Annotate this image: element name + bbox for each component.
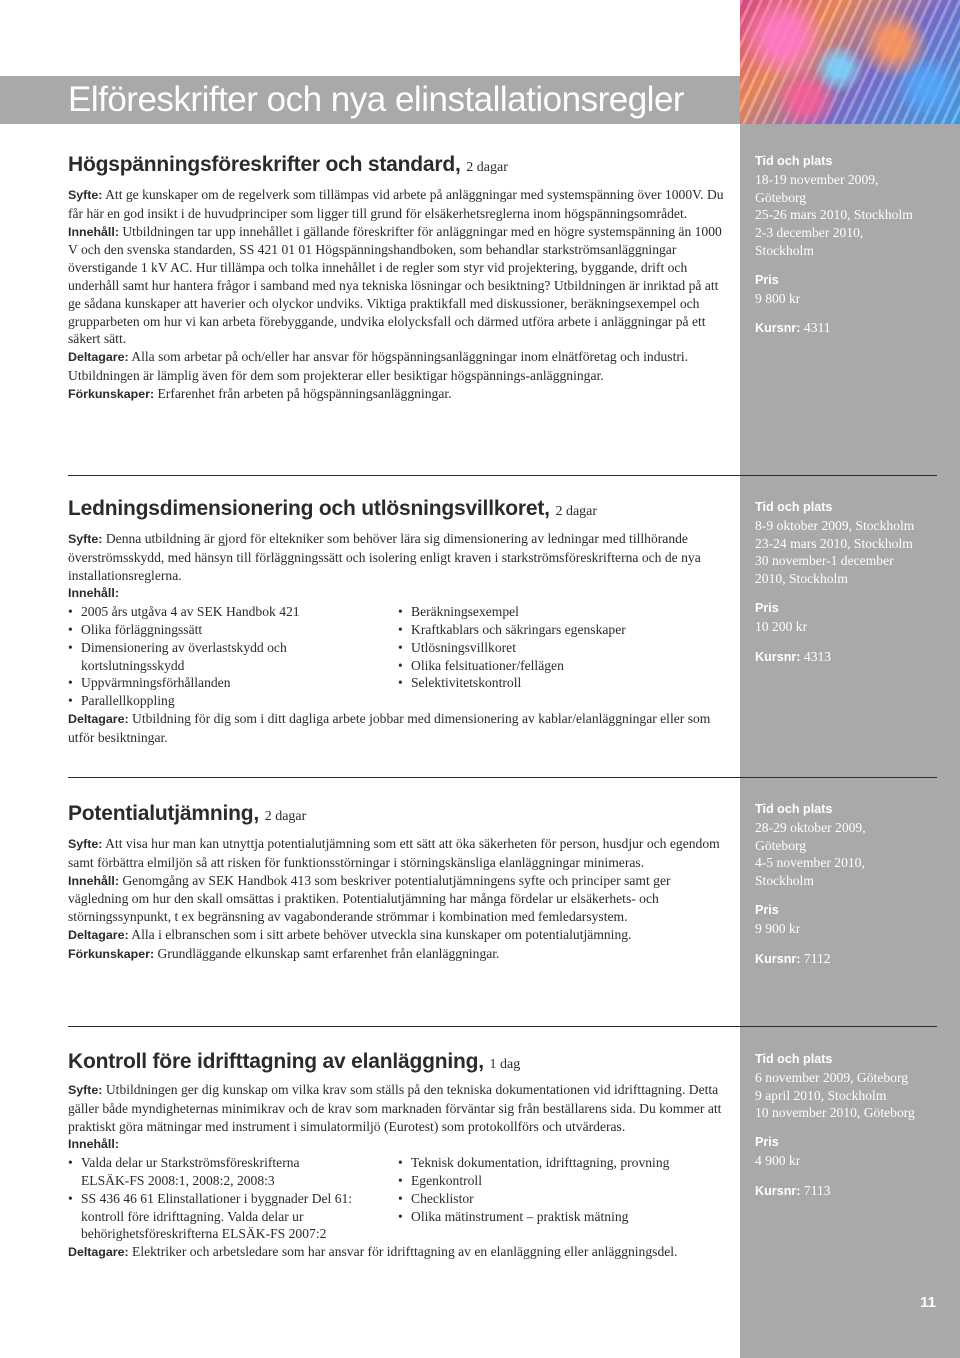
date-line: Göteborg bbox=[755, 837, 807, 853]
list-item: • Olika felsituationer/fellägen bbox=[398, 657, 728, 675]
deltagare-text: Elektriker och arbetsledare som har ansvar för idrifttagning av en elanläggning eller anläggningsdel. bbox=[132, 1244, 678, 1260]
innehall-paragraph bbox=[68, 872, 728, 926]
kursnr-value: 4311 bbox=[803, 320, 831, 336]
deltagare-paragraph bbox=[68, 926, 728, 945]
pris-label: Pris bbox=[755, 272, 779, 287]
syfte-paragraph bbox=[68, 1081, 728, 1135]
course-body-ledningsdimensionering bbox=[68, 530, 728, 747]
kursnr-value: 7112 bbox=[803, 950, 831, 966]
kursnr-line bbox=[755, 319, 935, 338]
syfte-text: Att ge kunskaper om de regelverk som tillämpas vid arbete på anläggningar med systemspänning över 1000V. Du får här en god insikt i de huvudprinciper som ligger till grund för elsäkerhetsreglerna inom högspänningsområdet. bbox=[68, 187, 724, 221]
innehall-columns bbox=[68, 603, 728, 710]
forkunskaper-text: Erfarenhet från arbeten på högspänningsanläggningar. bbox=[157, 385, 452, 401]
list-item: • Beräkningsexempel bbox=[398, 603, 728, 621]
deltagare-text: Alla som arbetar på och/eller har ansvar för högspänningsanläggningar inom elnätföretag och industri. Utbildningen är lämplig även för dem som projekterar eller besiktigar högspännings-anläggningar. bbox=[68, 349, 689, 383]
date-line: 9 april 2010, Stockholm bbox=[755, 1087, 887, 1103]
syfte-label: Syfte: bbox=[68, 532, 103, 546]
list-item: • Selektivitetskontroll bbox=[398, 674, 728, 692]
date-line: 10 november 2010, Göteborg bbox=[755, 1105, 915, 1121]
tid-och-plats-label: Tid och plats bbox=[755, 154, 833, 168]
innehall-list-left bbox=[68, 603, 398, 710]
list-item: • Parallellkoppling bbox=[68, 692, 398, 710]
forkunskaper-text: Grundläggande elkunskap samt erfarenhet från elanläggningar. bbox=[157, 945, 500, 961]
deltagare-text: Utbildning för dig som i ditt dagliga arbete jobbar med dimensionering av kablar/elanläggningar eller som utför besiktningar. bbox=[68, 710, 711, 745]
course-body-hogspanning bbox=[68, 186, 728, 404]
page-title: Elföreskrifter och nya elinstallationsregler bbox=[68, 80, 685, 119]
course-info-kontroll bbox=[755, 1051, 935, 1201]
course-body-kontroll bbox=[68, 1081, 728, 1262]
syfte-paragraph bbox=[68, 186, 728, 223]
syfte-label: Syfte: bbox=[68, 188, 103, 202]
course-title-text: Ledningsdimensionering och utlösningsvillkoret, bbox=[68, 497, 550, 520]
forkunskaper-label: Förkunskaper: bbox=[68, 946, 155, 961]
tid-och-plats-label: Tid och plats bbox=[755, 500, 833, 514]
kursnr-label: Kursnr: bbox=[755, 1183, 801, 1198]
kursnr-label: Kursnr: bbox=[755, 321, 801, 336]
kursnr-label: Kursnr: bbox=[755, 951, 801, 966]
syfte-paragraph bbox=[68, 530, 728, 584]
deltagare-text: Alla i elbranschen som i sitt arbete behöver utveckla sina kunskaper om potentialutjämning. bbox=[131, 926, 632, 942]
course-duration: 2 dagar bbox=[264, 809, 307, 824]
course-title-ledningsdimensionering bbox=[68, 496, 597, 525]
tid-och-plats-label: Tid och plats bbox=[755, 802, 833, 816]
course-duration: 2 dagar bbox=[466, 160, 508, 175]
date-line: 25-26 mars 2010, Stockholm bbox=[755, 207, 913, 223]
list-item: • SS 436 46 61 Elinstallationer i byggnader Del 61: kontroll före idrifttagning. Valda delar ur behörighetsföreskrifterna ELSÄK-FS 2007:2 bbox=[68, 1190, 381, 1243]
innehall-heading bbox=[68, 1135, 728, 1154]
innehall-list-right bbox=[398, 603, 728, 710]
innehall-text: Genomgång av SEK Handbok 413 som beskriver potentialutjämningens syfte och principer samt ger vägledning om hur den skall omsättas i praktiken. Potentialutjämning har många fördelar ur elsäkerhets- och störningssynpunkt, t ex begränsning av vagabonderande strömmar i kombination med femledarsystem. bbox=[68, 872, 671, 925]
list-item: • Dimensionering av överlastskydd och kortslutningsskydd bbox=[68, 639, 331, 675]
date-line: Stockholm bbox=[755, 873, 814, 889]
tid-och-plats-label: Tid och plats bbox=[755, 1052, 833, 1066]
deltagare-label: Deltagare: bbox=[68, 711, 129, 726]
date-line: 6 november 2009, Göteborg bbox=[755, 1069, 909, 1085]
innehall-label: Innehåll: bbox=[68, 873, 119, 888]
date-line: Göteborg bbox=[755, 189, 807, 205]
date-line: 30 november-1 december bbox=[755, 553, 894, 569]
kursnr-line bbox=[755, 1182, 935, 1201]
forkunskaper-paragraph bbox=[68, 945, 728, 964]
course-title-hogspanning bbox=[68, 152, 508, 181]
course-title-text: Kontroll före idrifttagning av elanläggning, bbox=[68, 1050, 484, 1073]
forkunskaper-paragraph bbox=[68, 385, 728, 404]
course-title-text: Högspänningsföreskrifter och standard, bbox=[68, 153, 461, 176]
innehall-label: Innehåll: bbox=[68, 1137, 119, 1152]
date-line: 2010, Stockholm bbox=[755, 571, 848, 587]
innehall-label: Innehåll: bbox=[68, 224, 119, 239]
price-value: 4 900 kr bbox=[755, 1152, 801, 1168]
price-value: 10 200 kr bbox=[755, 618, 808, 634]
list-item: • Valda delar ur Starkströmsföreskrifterna ELSÄK-FS 2008:1, 2008:2, 2008:3 bbox=[68, 1154, 351, 1190]
innehall-heading bbox=[68, 584, 728, 603]
deltagare-label: Deltagare: bbox=[68, 1245, 129, 1260]
section-divider bbox=[68, 1026, 937, 1027]
list-item: • Checklistor bbox=[398, 1190, 728, 1208]
course-info-ledningsdimensionering bbox=[755, 499, 935, 666]
date-line: 2-3 december 2010, bbox=[755, 225, 864, 241]
list-item: • Olika mätinstrument – praktisk mätning bbox=[398, 1208, 728, 1226]
kursnr-value: 7113 bbox=[803, 1182, 831, 1198]
list-item: • Kraftkablars och säkringars egenskaper bbox=[398, 621, 728, 639]
date-line: 4-5 november 2010, bbox=[755, 855, 865, 871]
kursnr-line bbox=[755, 950, 935, 969]
fiber-optic-photo bbox=[740, 0, 960, 124]
section-divider bbox=[68, 777, 937, 778]
syfte-paragraph bbox=[68, 835, 728, 872]
deltagare-paragraph bbox=[68, 1243, 728, 1262]
pris-label: Pris bbox=[755, 600, 779, 615]
date-line: Stockholm bbox=[755, 242, 814, 258]
deltagare-paragraph bbox=[68, 710, 728, 747]
innehall-list-right bbox=[398, 1154, 728, 1243]
course-duration: 1 dag bbox=[489, 1057, 521, 1072]
list-item: • Olika förläggningssätt bbox=[68, 621, 398, 639]
date-line: 8-9 oktober 2009, Stockholm bbox=[755, 517, 915, 533]
innehall-text: Utbildningen tar upp innehållet i gällande föreskrifter för anläggningar med en högre systemspänning än 1000 V och den svenska standarden, SS 421 01 01 Högspänningshandboken, som behandlar starkströmsanläggningar överstigande 1 kV AC. Hur tillämpa och tolka innehållet i de regler som styr vid projektering, byggande, drift och underhåll samt hur hantera frågor i samband med nya tekniska lösningar och besiktning? Utbildningen är inriktad på att ge sådana kunskaper att haverier och olyckor undviks. Viktiga praktikfall med diskussioner, beräkningsexempel och grupparbeten om hur vi kan arbeta förebyggande, undvika elolycksfall och därmed utföra arbete i anläggningar på ett säkert sätt. bbox=[68, 223, 722, 347]
kursnr-line bbox=[755, 648, 935, 667]
list-item: • Utlösningsvillkoret bbox=[398, 639, 728, 657]
list-item: • Uppvärmningsförhållanden bbox=[68, 674, 398, 692]
kursnr-value: 4313 bbox=[803, 648, 832, 664]
date-line: 23-24 mars 2010, Stockholm bbox=[755, 535, 913, 551]
course-info-potentialutjamning bbox=[755, 801, 935, 968]
section-divider bbox=[68, 475, 937, 476]
course-title-kontroll bbox=[68, 1049, 520, 1078]
course-body-potentialutjamning bbox=[68, 835, 728, 964]
innehall-list-left bbox=[68, 1154, 398, 1243]
syfte-text: Att visa hur man kan utnyttja potentialutjämning som ett sätt att öka säkerheten för person, husdjur och egendom samt förbättra elmiljön så att risken för funktionsstörningar i störningskänsliga elanläggningar minimeras. bbox=[68, 836, 720, 870]
kursnr-label: Kursnr: bbox=[755, 649, 801, 664]
page-number: 11 bbox=[920, 1294, 936, 1311]
deltagare-label: Deltagare: bbox=[68, 927, 129, 942]
deltagare-paragraph bbox=[68, 348, 728, 385]
course-info-hogspanning bbox=[755, 153, 935, 338]
syfte-text: Utbildningen ger dig kunskap om vilka krav som ställs på den tekniska dokumentationen vid idrifttagning. Detta gäller både myndigheternas minimikrav och de krav som marknaden förväntar sig från beställarens sida. Du kommer att praktiskt göra mätningar med instrument i simulatormiljö (Eurotest) som protokollförs och utvärderas. bbox=[68, 1082, 722, 1134]
pris-label: Pris bbox=[755, 1135, 779, 1150]
innehall-paragraph bbox=[68, 223, 728, 349]
list-item: • 2005 års utgåva 4 av SEK Handbok 421 bbox=[68, 603, 398, 621]
innehall-columns bbox=[68, 1154, 728, 1243]
innehall-label: Innehåll: bbox=[68, 586, 119, 601]
course-duration: 2 dagar bbox=[555, 504, 598, 519]
syfte-text: Denna utbildning är gjord för eltekniker som behöver lära sig dimensionering av ledningar med tillhörande överströmsskydd, med hänsyn till förläggningssätt och isolering enligt kraven i starkströmsföreskrifterna och de nya installationsreglerna. bbox=[68, 531, 701, 583]
course-title-potentialutjamning bbox=[68, 801, 306, 830]
forkunskaper-label: Förkunskaper: bbox=[68, 386, 155, 401]
list-item: • Teknisk dokumentation, idrifttagning, provning bbox=[398, 1154, 728, 1172]
syfte-label: Syfte: bbox=[68, 837, 103, 851]
price-value: 9 800 kr bbox=[755, 290, 801, 306]
list-item: • Egenkontroll bbox=[398, 1172, 728, 1190]
date-line: 18-19 november 2009, bbox=[755, 171, 879, 187]
price-value: 9 900 kr bbox=[755, 920, 801, 936]
date-line: 28-29 oktober 2009, bbox=[755, 819, 866, 835]
course-title-text: Potentialutjämning, bbox=[68, 802, 260, 825]
syfte-label: Syfte: bbox=[68, 1083, 103, 1097]
pris-label: Pris bbox=[755, 902, 779, 917]
deltagare-label: Deltagare: bbox=[68, 350, 129, 365]
